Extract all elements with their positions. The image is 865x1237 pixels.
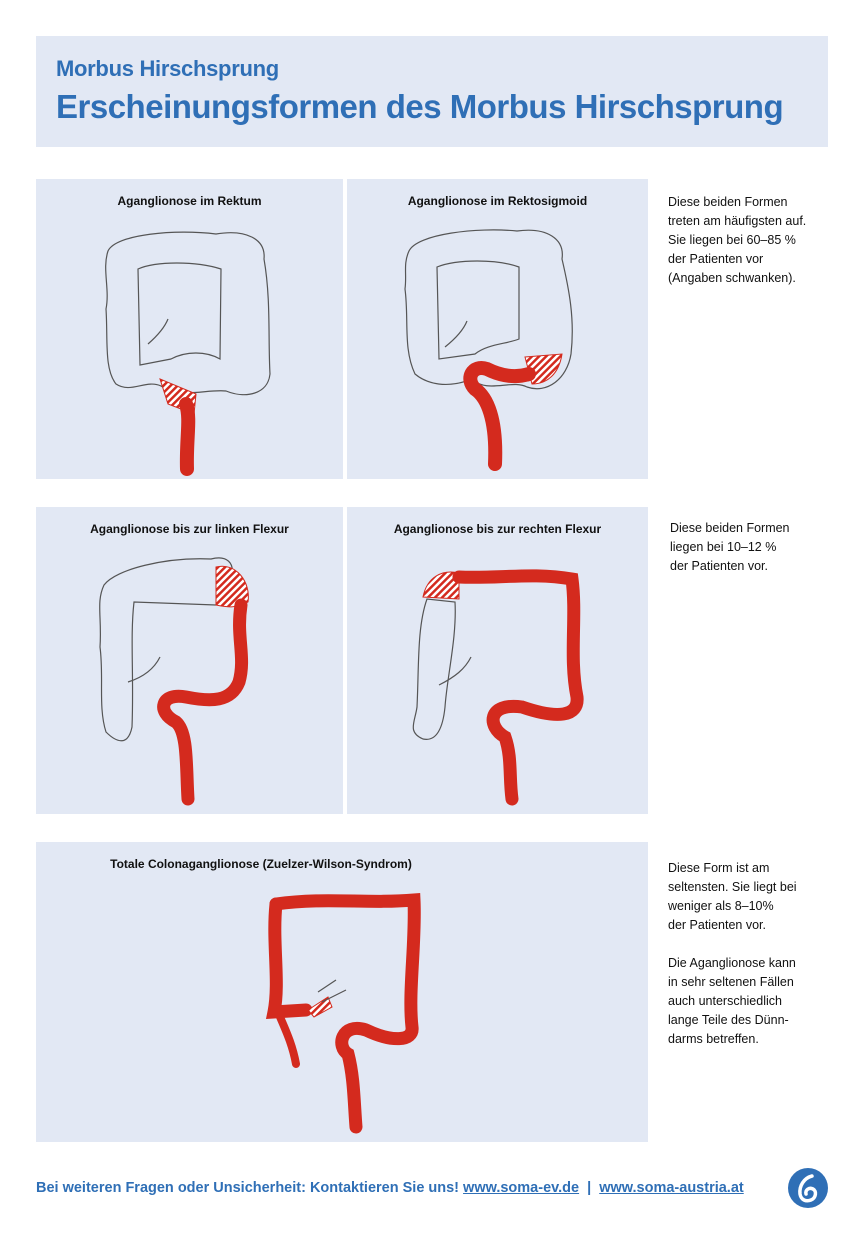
colon-illustration (347, 179, 648, 479)
colon-illustration (36, 507, 343, 814)
panel-label: Aganglionose im Rektosigmoid (407, 194, 588, 208)
note-row2: Diese beiden Formen liegen bei 10–12 % der Patienten vor. (670, 521, 790, 573)
panel-totale-colonaganglionose (36, 842, 648, 1142)
panel-label: Aganglionose bis zur rechten Flexur (393, 522, 602, 536)
soma-logo-icon (788, 1168, 828, 1208)
link-soma-austria[interactable]: www.soma-austria.at (599, 1180, 744, 1196)
colon-illustration (36, 179, 343, 479)
footer-separator: | (587, 1180, 592, 1196)
panel-rechte-flexur (347, 507, 648, 814)
colon-illustration (347, 507, 648, 814)
note-row1: Diese beiden Formen treten am häufigsten auf. Sie liegen bei 60–85 % der Patienten vor (Angaben schwanken). (668, 195, 807, 285)
footer-text: Bei weiteren Fragen oder Unsicherheit: Kontaktieren Sie uns! (36, 1180, 460, 1196)
panel-linke-flexur (36, 507, 343, 814)
note-row3: Diese Form ist am seltensten. Sie liegt bei weniger als 8–10% der Patienten vor. Die Aganglionose kann in sehr seltenen Fällen auch unterschiedlich lange Teile des Dünn- darms betreffen. (668, 861, 797, 1046)
colon-illustration (36, 842, 648, 1142)
panel-rektosigmoid (347, 179, 648, 479)
footer-contact (36, 1180, 744, 1196)
page-title: Erscheinungsformen des Morbus Hirschsprung (56, 88, 784, 125)
panel-label: Aganglionose bis zur linken Flexur (90, 522, 289, 536)
panel-label: Aganglionose im Rektum (117, 194, 262, 208)
panel-rektum (36, 179, 343, 479)
link-soma-ev[interactable]: www.soma-ev.de (463, 1180, 580, 1196)
header-banner (36, 36, 828, 147)
page-subtitle: Morbus Hirschsprung (56, 56, 279, 81)
panel-label: Totale Colonaganglionose (Zuelzer-Wilson-Syndrom) (110, 857, 412, 871)
